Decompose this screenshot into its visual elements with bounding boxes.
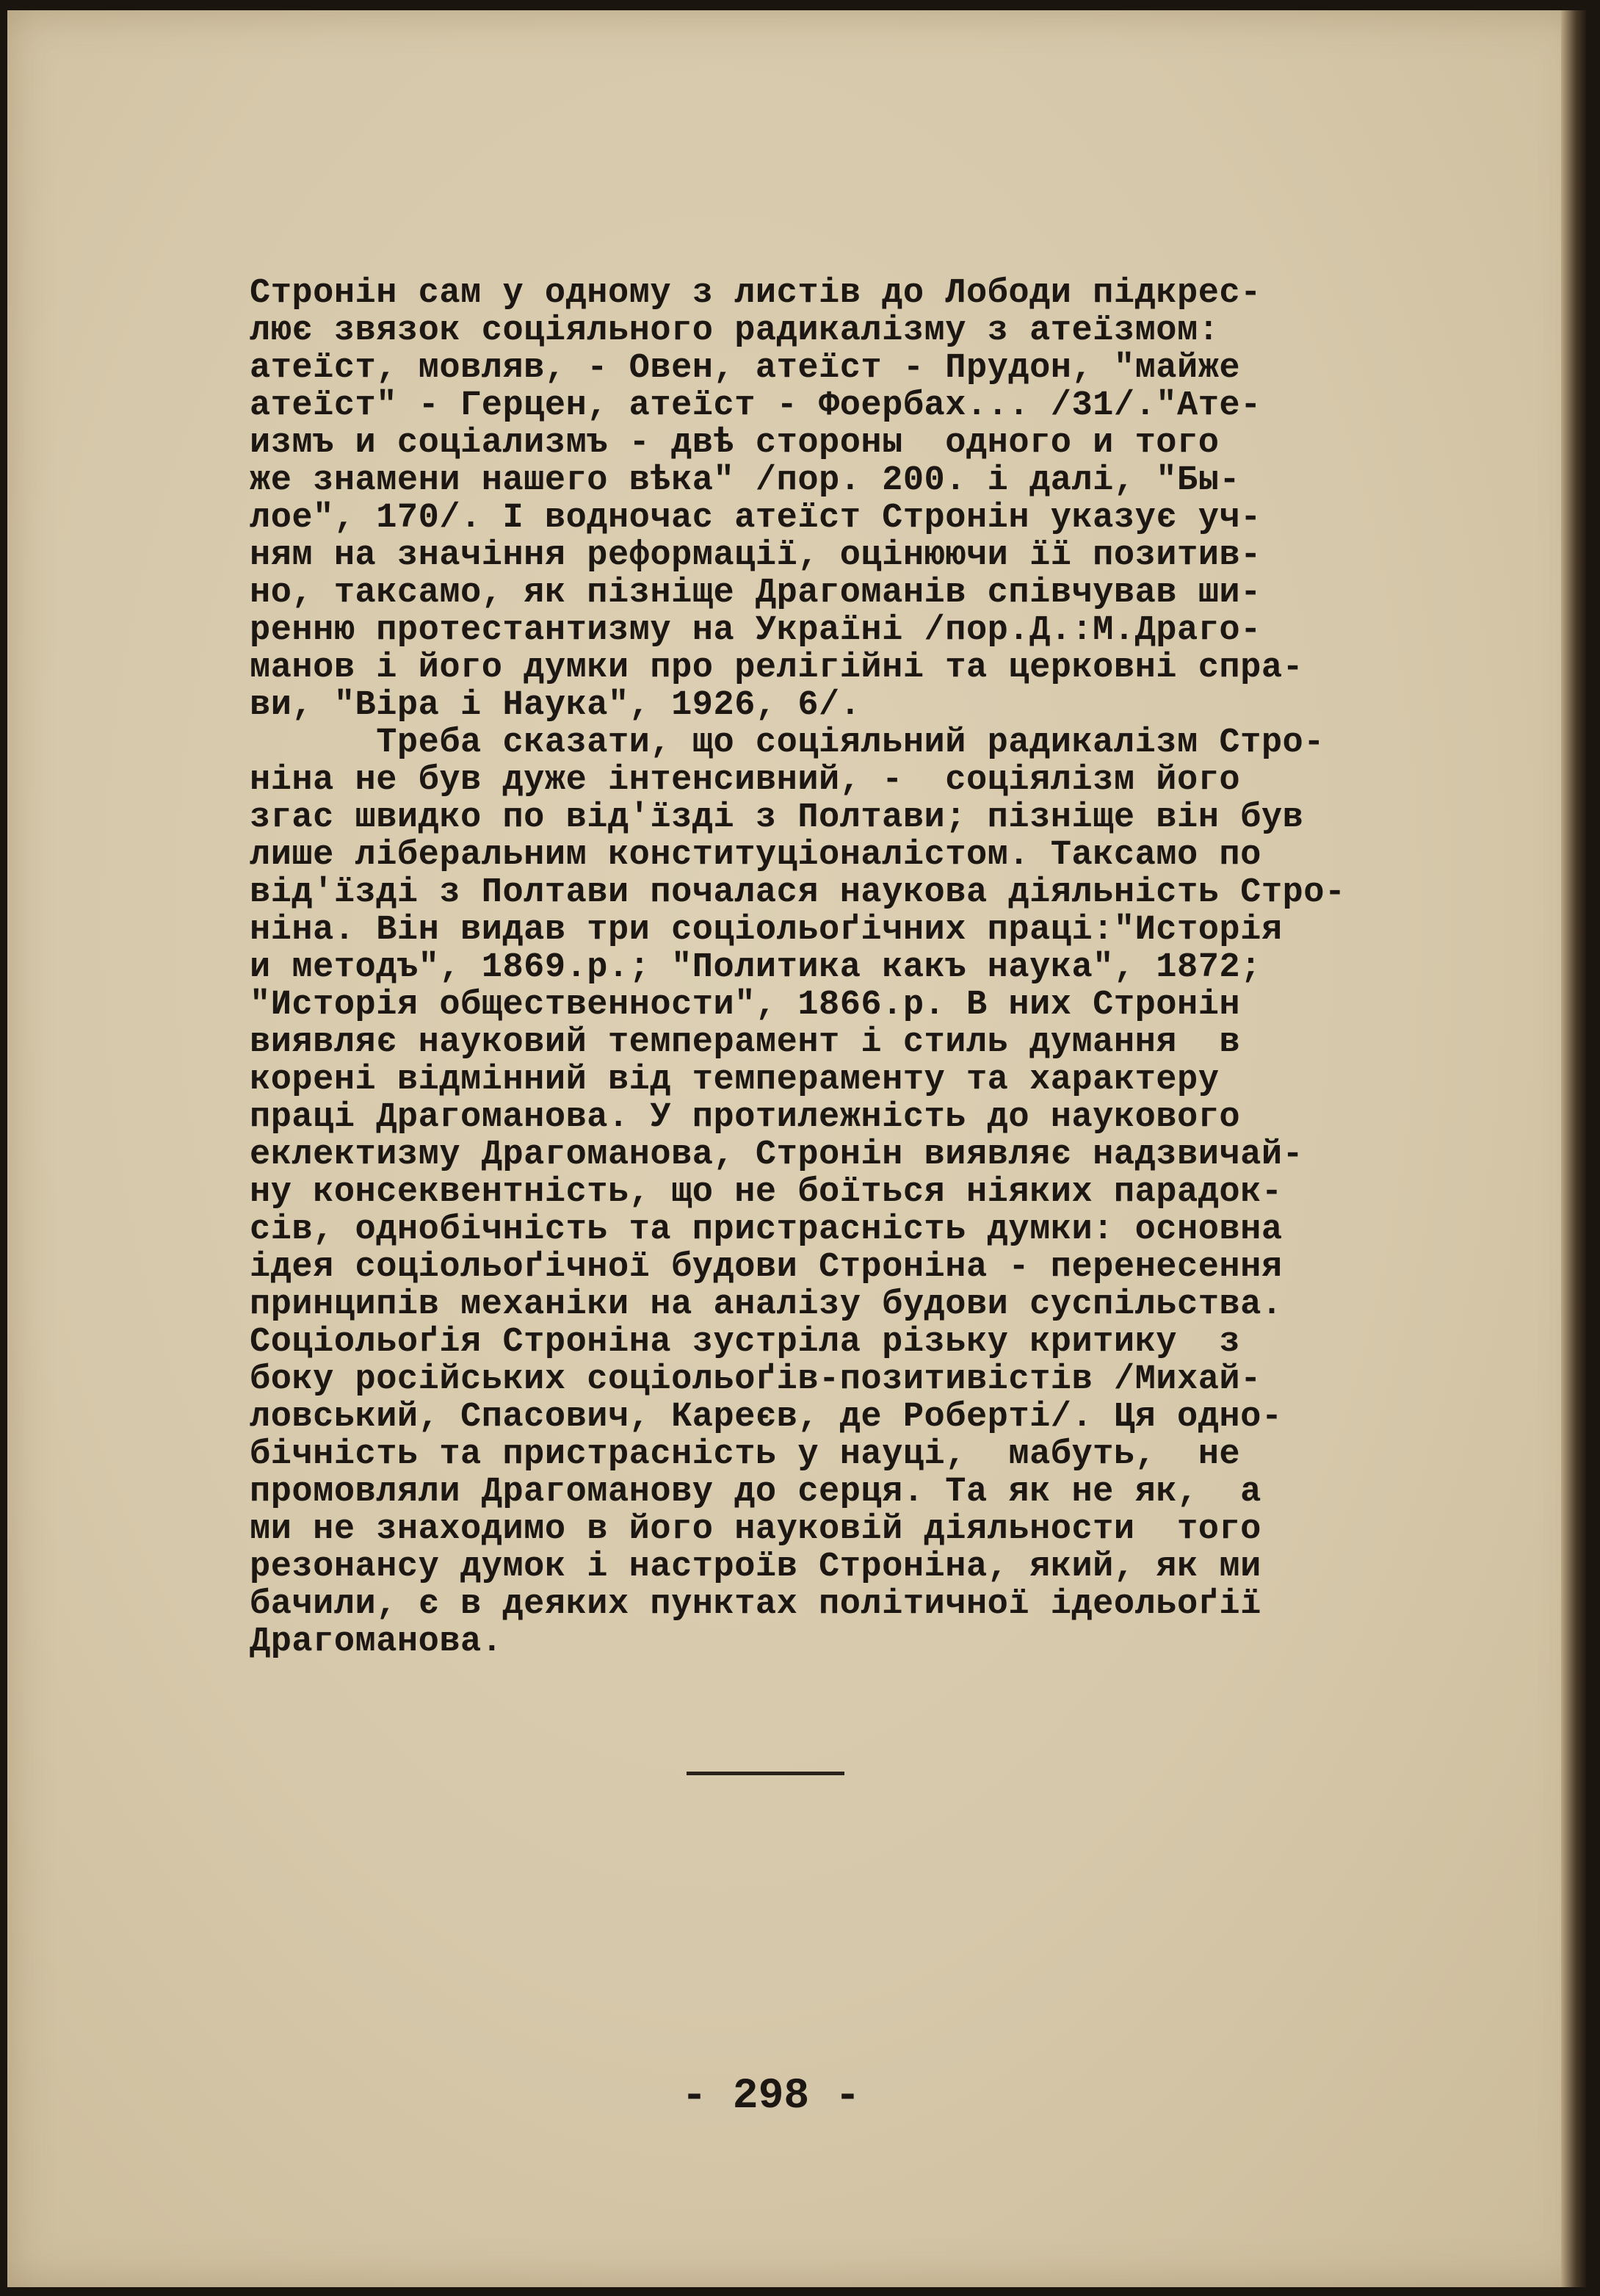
text-line: боку російських соціольоґів-позитивістів /Михай- (250, 1360, 1261, 1399)
text-line: Драгоманова. (250, 1622, 503, 1661)
text-line: измъ и соціализмъ - двѣ стороны одного и того (250, 424, 1220, 463)
text-line: ніна не був дуже інтенсивний, - соціялізм його (250, 761, 1241, 800)
text-line: лише ліберальним конституціоналістом. Таксамо по (250, 836, 1261, 875)
text-line: Соціольоґія Строніна зустріла різьку критику з (250, 1323, 1241, 1362)
text-line: лое", 170/. І водночас атеїст Стронін указує уч- (250, 499, 1261, 538)
text-line: "Исторія общественности", 1866.р. В них Стронін (250, 986, 1241, 1025)
text-line: виявляє науковий темперамент і стиль думання в (250, 1023, 1241, 1062)
text-line: резонансу думок і настроїв Строніна, який, як ми (250, 1548, 1261, 1586)
text-line: манов і його думки про релігійні та церковні спра- (250, 649, 1304, 687)
book-spine (1561, 10, 1586, 2287)
text-line: від'їзді з Полтави почалася наукова діяльність Стро- (250, 873, 1346, 912)
text-line: корені відмінний від темпераменту та характеру (250, 1061, 1220, 1100)
text-line: ловський, Спасович, Кареєв, де Роберті/. Ця одно- (250, 1398, 1283, 1437)
text-line: Треба сказати, що соціяльний радикалізм Стро- (250, 723, 1325, 762)
text-line: ніна. Він видав три соціольоґічних праці:"Исторія (250, 911, 1283, 950)
text-line: еклектизму Драгоманова, Стронін виявляє надзвичай- (250, 1136, 1304, 1174)
text-line: праці Драгоманова. У протилежність до наукового (250, 1098, 1241, 1137)
text-line: згас швидко по від'їзді з Полтави; пізніще він був (250, 798, 1304, 837)
text-line: атеїст" - Герцен, атеїст - Фоербах... /31/."Ате- (250, 386, 1261, 425)
text-line: бачили, є в деяких пунктах політичної ідеольоґії (250, 1585, 1261, 1624)
text-line: и методъ", 1869.р.; "Политика какъ наука", 1872; (250, 948, 1261, 987)
text-line: же знамени нашего вѣка" /пор. 200. і далі, "Бы- (250, 461, 1241, 500)
text-line: ви, "Віра і Наука", 1926, 6/. (250, 686, 861, 725)
text-line: ням на значіння реформації, оцінюючи її позитив- (250, 536, 1261, 575)
text-line: лює звязок соціяльного радикалізму з атеїзмом: (250, 311, 1220, 350)
text-line: принципів механіки на аналізу будови суспільства. (250, 1285, 1283, 1324)
text-line: атеїст, мовляв, - Овен, атеїст - Прудон, "майже (250, 349, 1241, 388)
document-page (7, 10, 1586, 2287)
section-divider (687, 1772, 844, 1775)
body-text (250, 275, 1483, 1661)
text-line: Стронін сам у одному з листів до Лободи підкрес- (250, 274, 1261, 313)
page-number: - 298 - (681, 2073, 861, 2120)
text-line: но, таксамо, як пізніще Драгоманів співчував ши- (250, 574, 1261, 613)
text-line: ми не знаходимо в його науковій діяльности того (250, 1510, 1261, 1549)
text-line: бічність та пристрасність у науці, мабуть, не (250, 1435, 1241, 1474)
text-line: ну консеквентність, що не боїться ніяких парадок- (250, 1173, 1283, 1212)
text-line: ренню протестантизму на Україні /пор.Д.:М.Драго- (250, 611, 1261, 650)
text-line: сів, однобічність та пристрасність думки: основна (250, 1210, 1283, 1249)
text-line: ідея соціольоґічної будови Строніна - перенесення (250, 1248, 1283, 1287)
text-line: промовляли Драгоманову до серця. Та як не як, а (250, 1473, 1261, 1512)
